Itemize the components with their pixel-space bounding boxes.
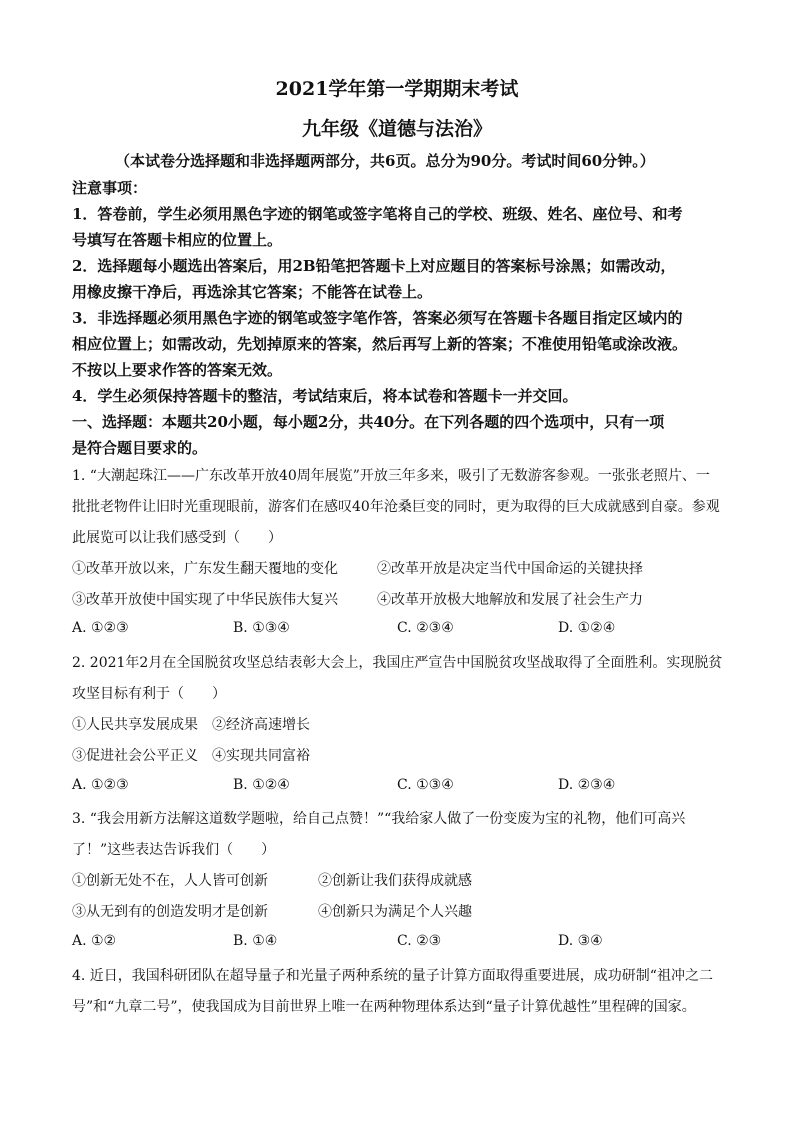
note-line: 相应位置上；如需改动，先划掉原来的答案，然后再写上新的答案；不准使用铅笔或涂改液。 (72, 335, 688, 353)
option-c[interactable]: C. ①③④ (397, 777, 454, 793)
option-a[interactable]: A. ①②③ (72, 620, 129, 636)
option-d[interactable]: D. ③④ (558, 933, 603, 949)
question-1-stem: 1. “大潮起珠江——广东改革开放40周年展览”开放三年多来，吸引了无数游客参观。一张张老照片、一 (72, 468, 710, 484)
question-1-stem: 批批老物件让旧时光重现眼前，游客们在感叹40年沧桑巨变的同时，更为取得的巨大成就感到自豪。参观 (72, 499, 720, 515)
question-2-stem: 攻坚目标有利于（ ） (72, 686, 226, 702)
statement: ④改革开放极大地解放和发展了社会生产力 (377, 592, 643, 608)
exam-title: 2021学年第一学期期末考试 (275, 78, 519, 100)
note-line: 用橡皮擦干净后，再选涂其它答案；不能答在试卷上。 (72, 283, 433, 301)
question-4-stem: 4. 近日，我国科研团队在超导量子和光量子两种系统的量子计算方面取得重要进展，成功研制“祖冲之二 (72, 968, 713, 984)
note-line: 不按以上要求作答的答案无效。 (72, 361, 283, 379)
option-c[interactable]: C. ②③④ (397, 620, 454, 636)
note-line: 2．选择题每小题选出答案后，用2B铅笔把答题卡上对应题目的答案标号涂黑；如需改动， (72, 257, 676, 275)
statement: ④创新只为满足个人兴趣 (318, 904, 472, 920)
option-a[interactable]: A. ①②③ (72, 777, 129, 793)
question-2-stem: 2. 2021年2月在全国脱贫攻坚总结表彰大会上，我国庄严宣告中国脱贫攻坚战取得了全面胜利。实现脱贫 (72, 655, 723, 671)
option-c[interactable]: C. ②③ (397, 933, 442, 949)
statement: ①创新无处不在，人人皆可创新 (72, 873, 268, 889)
option-d[interactable]: D. ②③④ (558, 777, 616, 793)
question-3-stem: 了！”这些表达告诉我们（ ） (72, 842, 276, 858)
note-line: 1．答卷前，学生必须用黑色字迹的钢笔或签字笔将自己的学校、班级、姓名、座位号、和考 (72, 205, 683, 223)
statement: ②创新让我们获得成就感 (318, 873, 472, 889)
notes-heading: 注意事项： (72, 179, 148, 197)
statement: ①人民共享发展成果 ②经济高速增长 (72, 717, 310, 733)
question-3-stem: 3. “我会用新方法解这道数学题啦，给自己点赞！”“我给家人做了一份变废为宝的礼物，他们可高兴 (72, 811, 686, 827)
exam-subtitle: 九年级《道德与法治》 (301, 118, 492, 140)
note-line: 4．学生必须保持答题卡的整洁，考试结束后，将本试卷和答题卡一并交回。 (72, 387, 578, 405)
note-line: 3．非选择题必须用黑色字迹的钢笔或签字笔作答，答案必须写在答题卡各题目指定区域内的 (72, 309, 683, 327)
section-heading: 一、选择题：本题共20小题，每小题2分，共40分。在下列各题的四个选项中，只有一项 (72, 413, 665, 431)
statement: ①改革开放以来，广东发生翻天覆地的变化 (72, 561, 338, 577)
option-b[interactable]: B. ①②④ (233, 777, 290, 793)
option-d[interactable]: D. ①②④ (558, 620, 616, 636)
option-b[interactable]: B. ①④ (233, 933, 278, 949)
option-a[interactable]: A. ①② (72, 933, 117, 949)
statement: ③从无到有的创造发明才是创新 (72, 904, 268, 920)
question-4-stem: 号”和“九章二号”，使我国成为目前世界上唯一在两种物理体系达到“量子计算优越性”里程碑的国家。 (72, 999, 696, 1015)
statement: ③改革开放使中国实现了中华民族伟大复兴 (72, 592, 338, 608)
section-heading: 是符合题目要求的。 (72, 439, 208, 457)
question-1-stem: 此展览可以让我们感受到（ ） (72, 530, 282, 546)
statement: ③促进社会公平正义 ④实现共同富裕 (72, 748, 310, 764)
note-line: 号填写在答题卡相应的位置上。 (72, 231, 283, 249)
statement: ②改革开放是决定当代中国命运的关键抉择 (377, 561, 643, 577)
exam-info: （本试卷分选择题和非选择题两部分，共6页。总分为90分。考试时间60分钟。） (115, 152, 655, 170)
option-b[interactable]: B. ①③④ (233, 620, 290, 636)
